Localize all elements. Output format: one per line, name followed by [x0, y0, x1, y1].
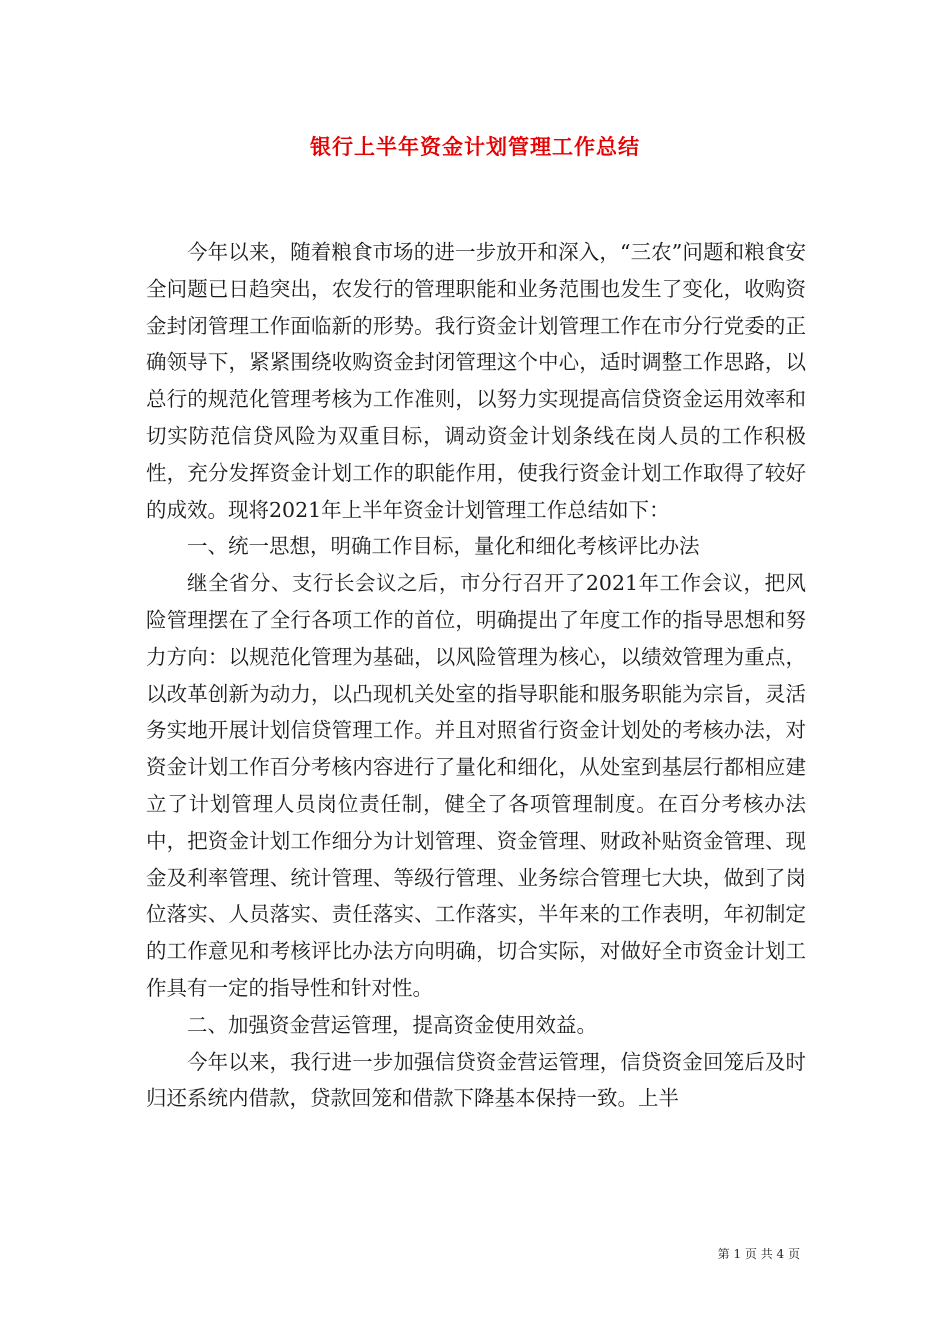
page-number-footer: 第 1 页 共 4 页: [717, 1247, 800, 1261]
paragraph-section-2: 今年以来，我行进一步加强信贷资金营运管理，信贷资金回笼后及时归还系统内借款，贷款回笼和借款下降基本保持一致。上半: [146, 1049, 806, 1111]
section-heading-2: 二、加强资金营运管理，提高资金使用效益。: [187, 1012, 597, 1037]
document-body: [146, 234, 806, 1117]
section-heading-1: 一、统一思想，明确工作目标，量化和细化考核评比办法: [187, 534, 700, 559]
paragraph-section-1: 继全省分、支行长会议之后，市分行召开了2021年工作会议，把风险管理摆在了全行各项工作的首位，明确提出了年度工作的指导思想和努力方向：以规范化管理为基础，以风险管理为核心，以绩效管理为重点，以改革创新为动力，以凸现机关处室的指导职能和服务职能为宗旨，灵活务实地开展计划信贷管理工作。并且对照省行资金计划处的考核办法，对资金计划工作百分考核内容进行了量化和细化，从处室到基层行都相应建立了计划管理人员岗位责任制，健全了各项管理制度。在百分考核办法中，把资金计划工作细分为计划管理、资金管理、财政补贴资金管理、现金及利率管理、统计管理、等级行管理、业务综合管理七大块，做到了岗位落实、人员落实、责任落实、工作落实，半年来的工作表明，年初制定的工作意见和考核评比办法方向明确，切合实际，对做好全市资金计划工作具有一定的指导性和针对性。: [146, 571, 806, 1000]
paragraph-intro: 今年以来，随着粮食市场的进一步放开和深入，“三农”问题和粮食安全问题已日趋突出，农发行的管理职能和业务范围也发生了变化，收购资金封闭管理工作面临新的形势。我行资金计划管理工作在市分行党委的正确领导下，紧紧围绕收购资金封闭管理这个中心，适时调整工作思路，以总行的规范化管理考核为工作准则，以努力实现提高信贷资金运用效率和切实防范信贷风险为双重目标，调动资金计划条线在岗人员的工作积极性，充分发挥资金计划工作的职能作用，使我行资金计划工作取得了较好的成效。现将2021年上半年资金计划管理工作总结如下：: [146, 240, 806, 522]
document-title: 银行上半年资金计划管理工作总结: [310, 134, 640, 159]
